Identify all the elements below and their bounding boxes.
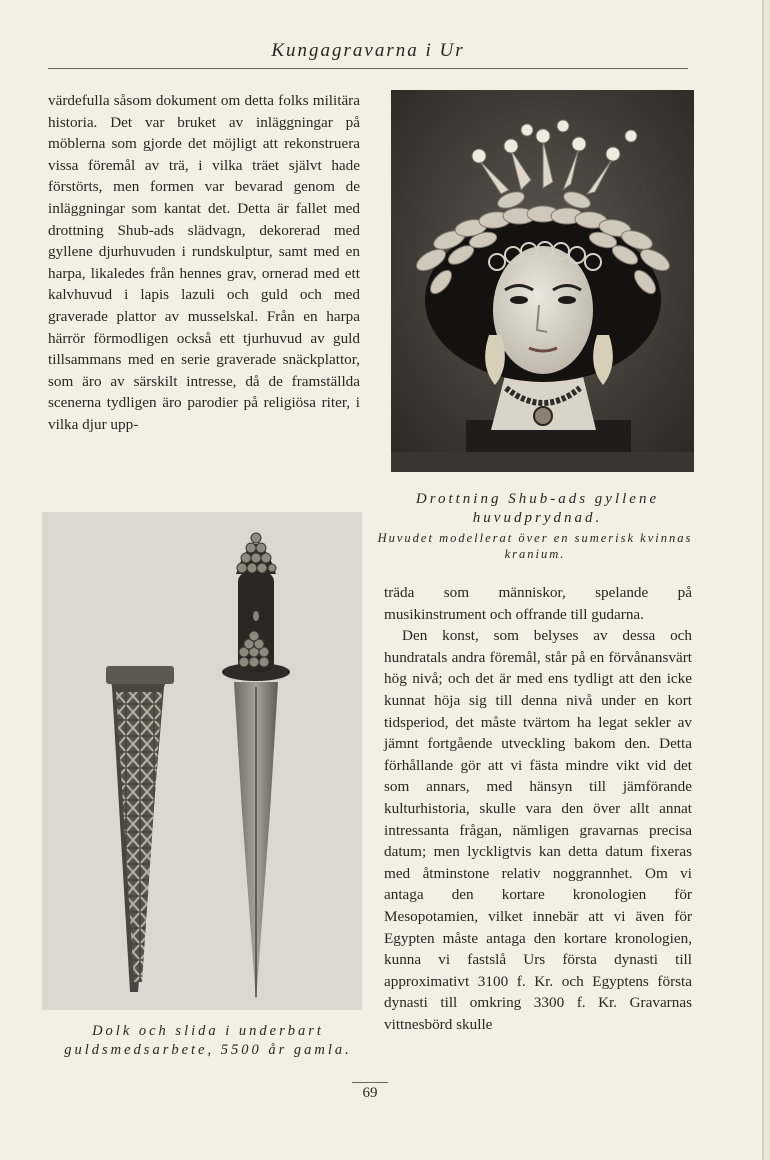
dagger-sheath-photo [42, 512, 362, 1010]
paragraph: träda som människor, spelande på musikinstrument och offrande till gudarna. [384, 584, 692, 623]
dagger-sheath-illustration [42, 512, 362, 1010]
right-column-text [384, 582, 692, 1035]
queen-headdress-illustration [391, 90, 694, 472]
queen-photo-caption-title: Drottning Shub-ads gyllene huvudprydnad. [415, 491, 660, 526]
header-rule [48, 68, 688, 69]
dagger-photo-caption: Dolk och slida i underbart guldsmedsarbete, 5500 år gamla. [64, 1023, 352, 1058]
folio-rule [352, 1082, 388, 1083]
left-column-text [48, 90, 360, 436]
paragraph: Den konst, som belyses av dessa och hundratals andra föremål, står på en förvånansvärt hög nivå; och det är med ens tydligt att den icke kunnat höja sig till denna nivå under en kort tidsperiod, det måste tvärtom ha legat sekler av jämnt fortgående utveckling bakom den. Detta förhållande gör att vi fästa mindre vikt vid det som annars, med hänsyn till jämförande kulturhistoria, skulle vara den över allt annat intressanta frågan, nämligen gravarnas precisa datum; men lyckligtvis kan detta datum fixeras med åtminstone relativ noggrannhet. Om vi antaga den kortare kronologien för Mesopotamien, vilket innebär att vi även för Egypten måste antaga den kortare kronologien, kunna vi fastslå Urs första dynasti till approximativt 3100 f. Kr. och Egyptens första dynasti till omkring 3300 f. Kr. Gravarnas vittnesbörd skulle [384, 627, 692, 1033]
running-header: Kungagravarna i Ur [271, 40, 465, 61]
queen-photo-caption-subtitle: Huvudet modellerat över en sumerisk kvinnas kranium. [377, 531, 693, 561]
page-number: 69 [362, 1085, 378, 1101]
queen-headdress-photo [391, 90, 694, 472]
paragraph: värdefulla såsom dokument om detta folks militära historia. Det var bruket av inläggningar på möblerna som gjorde det möjligt att rekonstruera vissa föremål av trä, i vilka träet självt hade förstörts, men formen var bevarad genom de inläggningar som kantat det. Detta är fallet med drottning Shub-ads slädvagn, dekorerad med gyllene djurhuvuden i rundskulptur, samt med en harpa, likaledes från hennes grav, ornerad med ett kalvhuvud i lapis lazuli och guld och med graverade plattor av musselskal. Från en harpa härrör förmodligen också ett tjurhuvud av guld tillsammans med en serie graverade snäckplattor, som äro av särskilt intresse, då de framställda scenerna tydligen äro parodier på religiösa riter, i vilka djur upp- [48, 92, 360, 433]
